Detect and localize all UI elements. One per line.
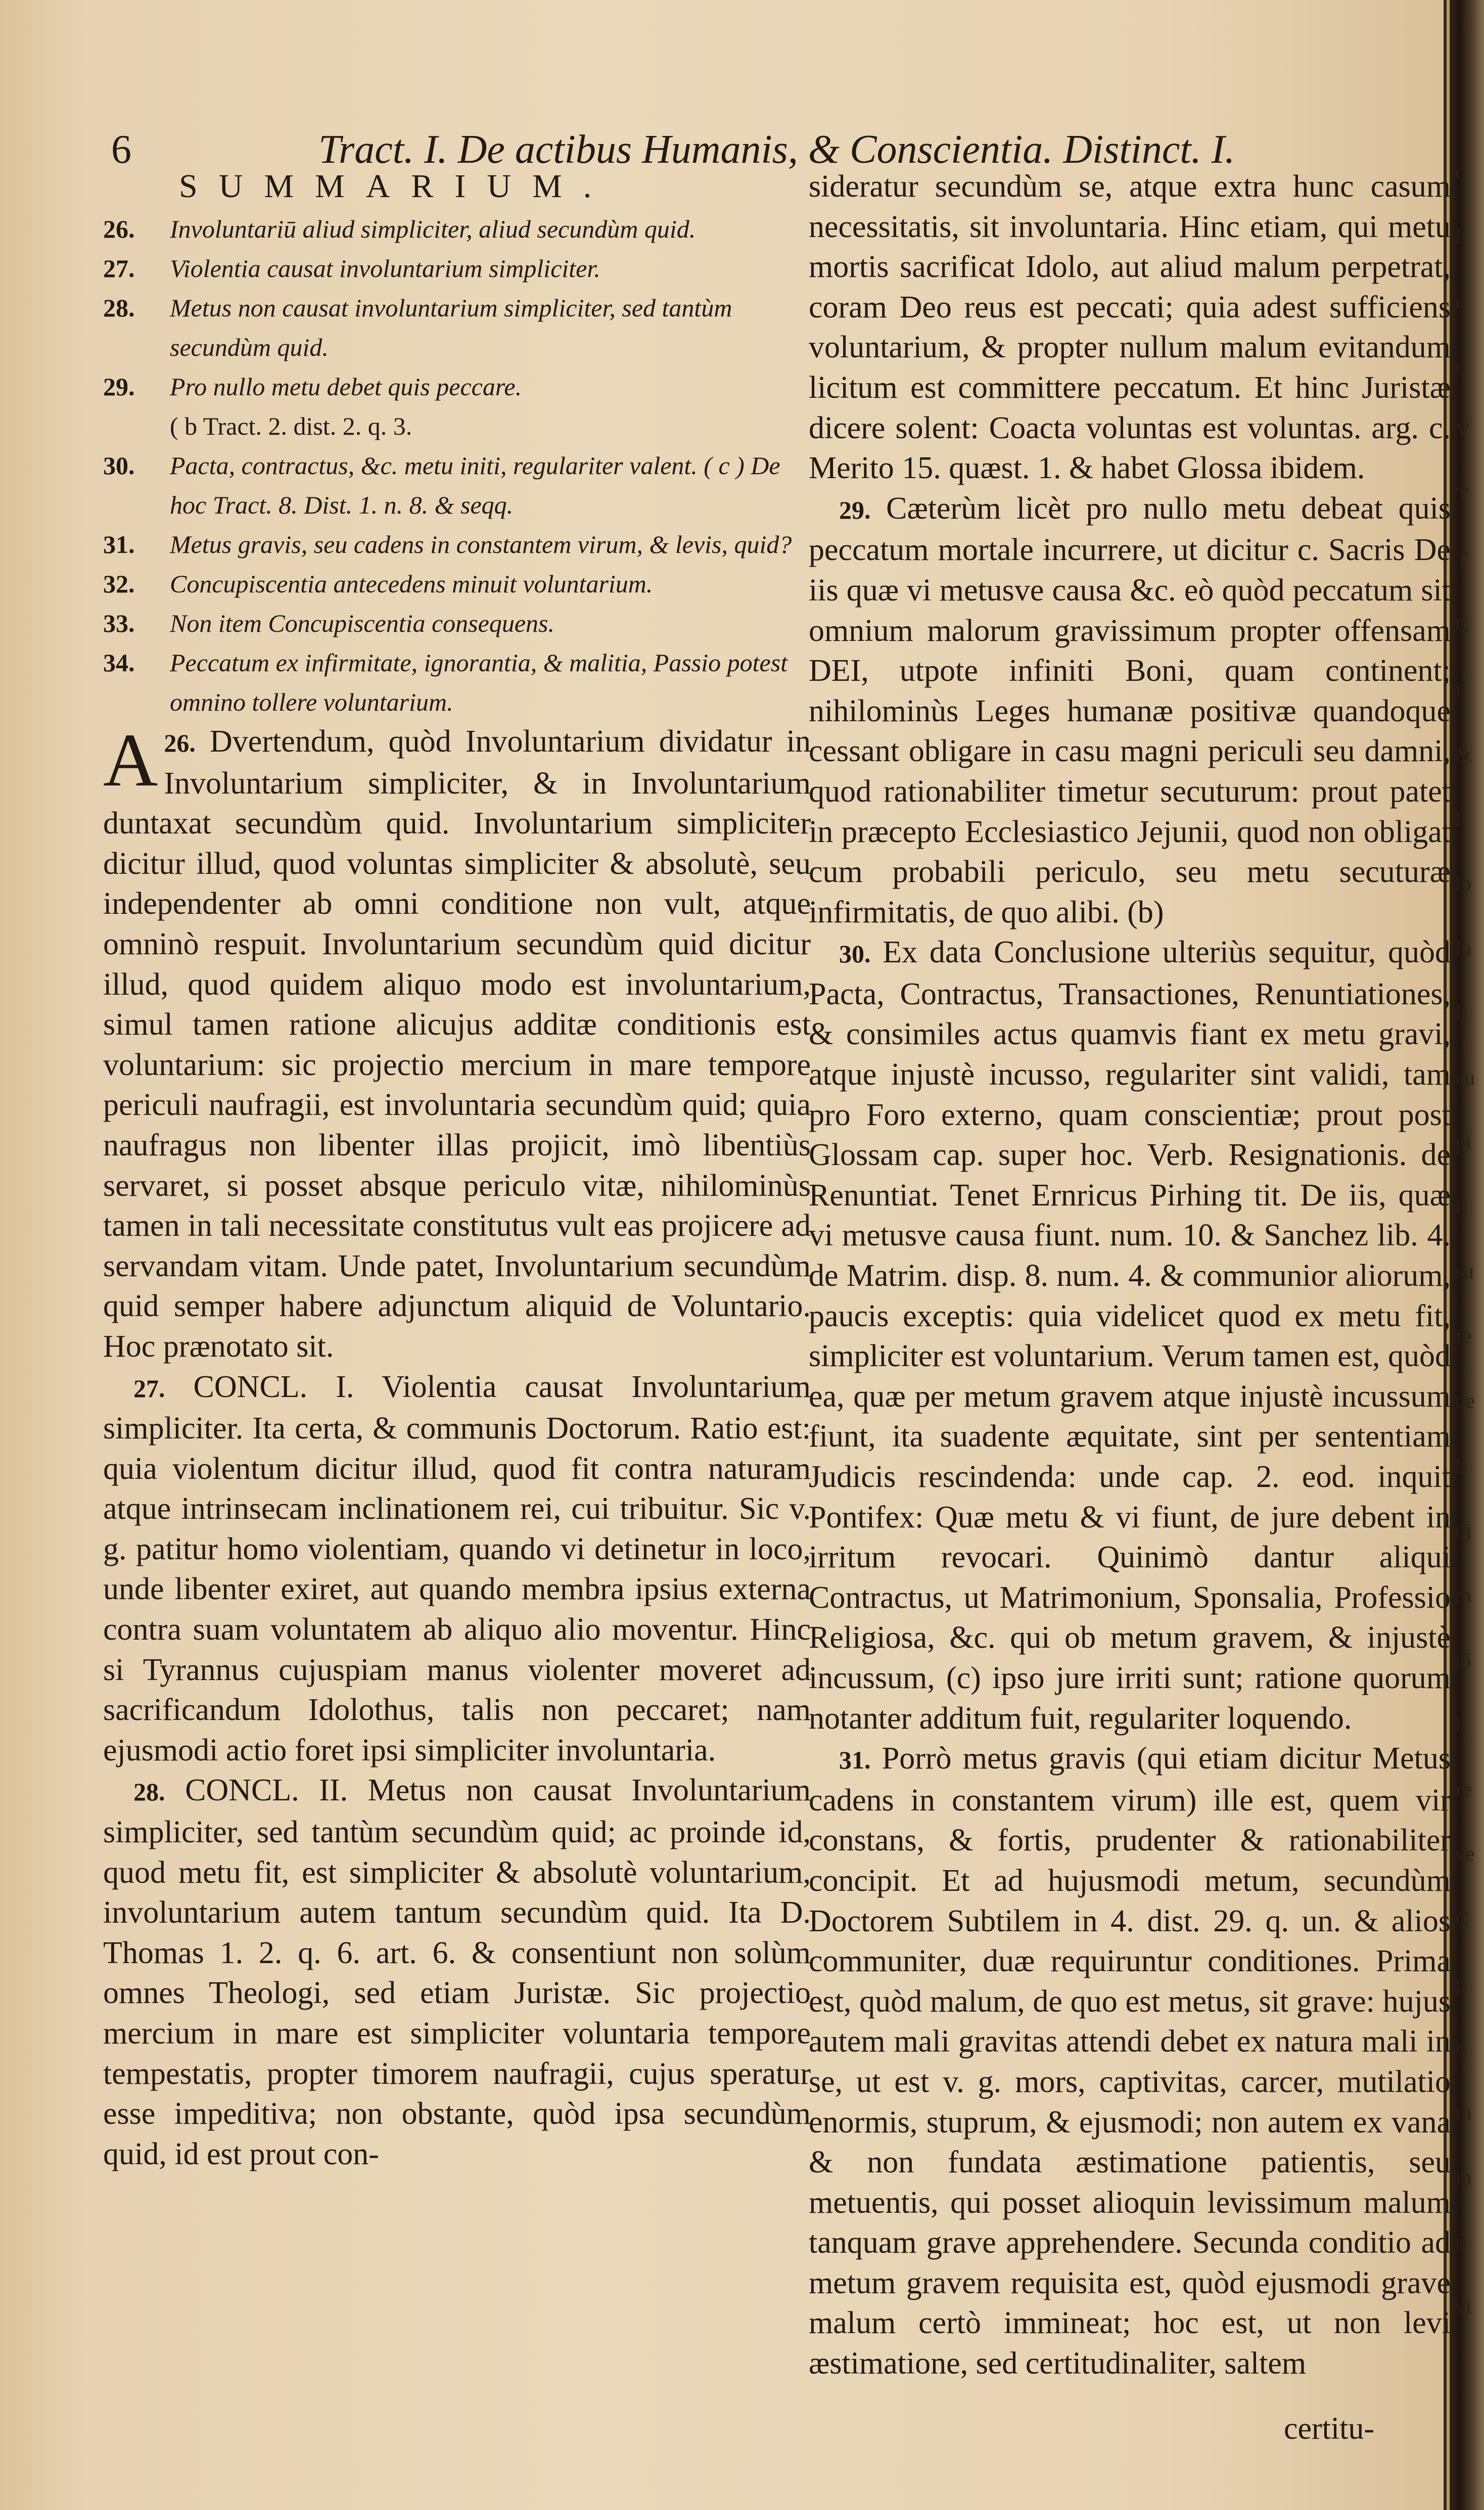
margin-fragment: in <box>1456 2166 1472 2189</box>
summary-item-text: Metus non causat involuntarium simpliciter, sed tantùm secundùm quid. <box>170 294 732 361</box>
margin-fragment: q <box>1456 160 1466 183</box>
margin-fragment: de <box>1456 1389 1475 1412</box>
paragraph-number: 28. <box>133 1778 165 1806</box>
summary-item-number: 33. <box>103 609 135 637</box>
margin-fragment: & <box>1456 742 1472 765</box>
margin-fragment: ti <box>1456 2230 1467 2253</box>
facing-page-margin <box>1456 152 1484 2351</box>
summary-item-text: Pro nullo metu debet quis peccare. <box>170 373 522 401</box>
summary-item <box>103 406 811 446</box>
paragraph-number: 30. <box>839 940 871 968</box>
margin-fragment: V <box>1456 419 1470 442</box>
summary-item <box>103 525 811 564</box>
paragraph-number: 29. <box>839 495 871 524</box>
summary-item <box>103 209 811 249</box>
margin-fragment: oj <box>1456 1519 1472 1542</box>
drop-capital: A <box>103 718 158 802</box>
paragraph-text: CONCL. I. Violentia causat Involuntarium simpliciter. Ita certa, & communis Doctorum. Ratio est: quia violentum dicitur illud, quod fit contra naturam atque intrinsecam inclinationem rei, cui tribuitur. Sic v. g. patitur homo violentiam, quando vi detinetur in loco, unde libenter exiret, aut quando membra ipsius externa contra suam voluntatem ab aliquo alio moventur. Hinc si Tyrannus cujuspiam manus violenter moveret ad sacrificandum Idolothus, talis non peccaret; nam ejusmodi actio foret ipsi simpliciter involuntaria. <box>103 1369 811 1768</box>
margin-fragment: ip <box>1456 872 1472 895</box>
paragraph-number: 26. <box>164 729 196 757</box>
summary-title: SUMMARIUM. <box>179 168 613 205</box>
summary-item-text: Metus gravis, seu cadens in constantem virum, & levis, quid? <box>170 530 792 559</box>
paragraph <box>103 718 811 1367</box>
left-text <box>103 718 811 2174</box>
margin-fragment: b <box>1456 2036 1466 2059</box>
margin-fragment: l <box>1456 807 1462 830</box>
margin-fragment: vi <box>1456 2295 1472 2318</box>
summary-item-text: ( b Tract. 2. dist. 2. q. 3. <box>170 412 412 440</box>
margin-fragment: h <box>1456 1713 1466 1736</box>
paragraph <box>809 489 1451 933</box>
summary-item <box>103 643 811 722</box>
summary-item-number: 27. <box>103 254 135 283</box>
summary-item-number: 32. <box>103 570 135 598</box>
paragraph <box>809 933 1451 1739</box>
catchword: certitu- <box>1284 2411 1375 2446</box>
right-column <box>809 167 1451 2384</box>
paragraph <box>103 1771 811 2174</box>
margin-fragment: n <box>1456 290 1466 312</box>
margin-fragment: gi <box>1456 1648 1472 1671</box>
margin-fragment: b <box>1456 1454 1466 1477</box>
summary-item <box>103 603 811 643</box>
summary-item-text: Violentia causat involuntarium simpliciter. <box>170 254 600 283</box>
summary-item-text: Concupiscentia antecedens minuit voluntarium. <box>170 570 653 598</box>
margin-fragment: li <box>1456 1001 1467 1024</box>
margin-fragment: l <box>1456 225 1462 248</box>
summary-item-number: 34. <box>103 648 135 677</box>
paragraph-text: Dvertendum, quòd Involuntarium dividatur in Involuntarium simpliciter, & in Involuntarium duntaxat secundùm quid. Involuntarium simpliciter dicitur illud, quod voluntas simpliciter & absolutè, seu independenter ab omni conditione non vult, atque omninò respuit. Involuntarium secundùm quid dicitur illud, quod quidem aliquo modo est involuntarium, simul tamen ratione alicujus additæ conditionis est voluntarium: sic projectio mercium in mare tempore periculi naufragii, est involuntaria secundùm quid; quia naufragus non libenter illas projicit, imò libentiùs servaret, si posset absque periculo vitæ, nihilominùs tamen in tali necessitate constitutus vult eas projicere ad servandam vitam. Unde patet, Involuntarium secundùm quid semper habere adjunctum aliquid de Voluntario. Hoc prænotato sit. <box>103 724 811 1364</box>
page-number: 6 <box>111 127 131 172</box>
margin-fragment: p <box>1456 1972 1466 1994</box>
summary-item <box>103 288 811 367</box>
summary-item-number: 31. <box>103 530 135 559</box>
summary-item-number: 29. <box>103 373 135 401</box>
paragraph-number: 27. <box>133 1374 165 1403</box>
margin-fragment: au <box>1456 1066 1475 1089</box>
margin-fragment: re <box>1456 1778 1472 1800</box>
paragraph-text: Ex data Conclusione ulteriùs sequitur, quòd Pacta, Contractus, Transactiones, Renuntiationes, & consimiles actus quamvis fiant ex metu gravi, atque injustè incusso, regulariter sint validi, tam pro Foro externo, quam conscientiæ; prout post Glossam cap. super hoc. Verb. Resignationis. de Renuntiat. Tenet Ernricus Pirhing tit. De iis, quæ vi metusve causa fiunt. num. 10. & Sanchez lib. 4. de Matrim. disp. 8. num. 4. & communior aliorum, paucis exceptis: quia videlicet quod ex metu fit, simpliciter est voluntarium. Verum tamen est, quòd ea, quæ per metum gravem atque injustè incussum fiunt, ita suadente æquitate, sint per sententiam Judicis rescindenda: unde cap. 2. eod. inquit Pontifex: Quæ metu & vi fiunt, de jure debent in irritum revocari. Quinimò dantur aliqui Contractus, ut Matrimonium, Sponsalia, Professio Religiosa, &c. qui ob metum gravem, & injustè incussum, (c) ipso jure irriti sunt; ratione quorum notanter additum fuit, regulariter loquendo. <box>809 935 1451 1736</box>
margin-fragment: C <box>1456 613 1469 636</box>
summary-item-number: 30. <box>103 451 135 480</box>
summary-list <box>103 209 811 722</box>
margin-fragment: C <box>1456 1907 1469 1930</box>
margin-fragment: pi <box>1456 1131 1472 1153</box>
summary-item-text: Pacta, contractus, &c. metu initi, regulariter valent. ( c ) De hoc Tract. 8. Dist. 1. n. 8. & seqq. <box>170 451 780 519</box>
paragraph <box>809 167 1451 489</box>
running-title: Tract. I. De actibus Humanis, & Conscientia. Distinct. I. <box>318 127 1235 172</box>
summary-item-number: 28. <box>103 294 135 322</box>
margin-fragment: li <box>1456 1195 1467 1218</box>
summary-item-number: 26. <box>103 215 135 243</box>
margin-fragment: m <box>1456 2101 1472 2124</box>
margin-fragment: T <box>1456 548 1468 571</box>
paragraph-text: sideratur secundùm se, atque extra hunc casum necessitatis, sit involuntaria. Hinc etiam, qui metu mortis sacrificat Idolo, aut aliud malum perpetrat, coram Deo reus est peccati; quia adest sufficiens voluntarium, & propter nullum malum evitandum licitum est committere peccatum. Et hinc Juristæ dicere solent: Coacta voluntas est voluntas. arg. c. Merito 15. quæst. 1. & habet Glossa ibidem. <box>809 169 1451 486</box>
margin-fragment: su <box>1456 1260 1474 1283</box>
paragraph-number: 31. <box>839 1746 871 1775</box>
summary-item <box>103 367 811 406</box>
paragraph-text: Porrò metus gravis (qui etiam dicitur Metus cadens in constantem virum) ille est, quem vir constans, & fortis, prudenter & rationabiliter concipit. Et ad hujusmodi metum, secundùm Doctorem Subtilem in 4. dist. 29. q. un. & alios communiter, duæ requiruntur conditiones. Prima est, quòd malum, de quo est metus, sit grave: hujus autem mali gravitas attendi debet ex natura mali in se, ut est v. g. mors, captivitas, carcer, mutilatio enormis, stuprum, & ejusmodi; non autem ex vana & non fundata æstimatione patientis, seu metuentis, qui posset alioquin levissimum malum tanquam grave apprehendere. Secunda conditio ad metum gravem requisita est, quòd ejusmodi grave malum certò immineat; hoc est, ut non levi æstimatione, sed certitudinaliter, saltem <box>809 1741 1451 2381</box>
margin-fragment: T <box>1456 484 1468 506</box>
summary-item-text: Peccatum ex infirmitate, ignorantia, & malitia, Passio potest omnino tollere voluntarium. <box>170 648 788 716</box>
margin-fragment: q <box>1456 354 1466 377</box>
margin-fragment: fe <box>1456 1325 1472 1347</box>
paragraph-text: CONCL. II. Metus non causat Involuntarium simpliciter, sed tantùm secundùm quid; ac proinde id, quod metu fit, est simpliciter & absolutè voluntarium, involuntarium autem tantum secundùm quid. Ita D. Thomas 1. 2. q. 6. art. 6. & consentiunt non solùm omnes Theologi, sed etiam Juristæ. Sic projectio mercium in mare est simpliciter voluntaria tempore tempestatis, propter timorem naufragii, cujus speratur esse impeditiva; non obstante, quòd ipsa secundùm quid, id est prout con- <box>103 1773 811 2171</box>
left-column <box>103 167 811 2174</box>
summary-item <box>103 446 811 525</box>
margin-fragment: ve <box>1456 1842 1475 1865</box>
summary-item <box>103 564 811 603</box>
paragraph <box>103 1367 811 1771</box>
margin-fragment: lu <box>1456 937 1472 959</box>
paragraph <box>809 1739 1451 2384</box>
summary-item <box>103 249 811 288</box>
margin-fragment: m <box>1456 1584 1472 1606</box>
summary-item-text: Involuntariū aliud simpliciter, aliud secundùm quid. <box>170 215 696 243</box>
summary-item-text: Non item Concupiscentia consequens. <box>170 609 554 637</box>
paragraph-text: Cæterùm licèt pro nullo metu debeat quis peccatum mortale incurrere, ut dicitur c. Sacris De iis quæ vi metusve causa &c. eò quòd peccatum sit omnium malorum gravissimum propter offensam DEI, utpote infiniti Boni, quam continent; nihilominùs Leges humanæ positivæ quandoque cessant obligare in casu magni periculi seu damni, quod rationabiliter timetur secuturum: prout patet in præcepto Ecclesiastico Jejunii, quod non obligat cum probabili periculo, seu metu secuturæ infirmitatis, de quo alibi. (b) <box>809 491 1451 929</box>
margin-fragment: i <box>1456 678 1462 701</box>
